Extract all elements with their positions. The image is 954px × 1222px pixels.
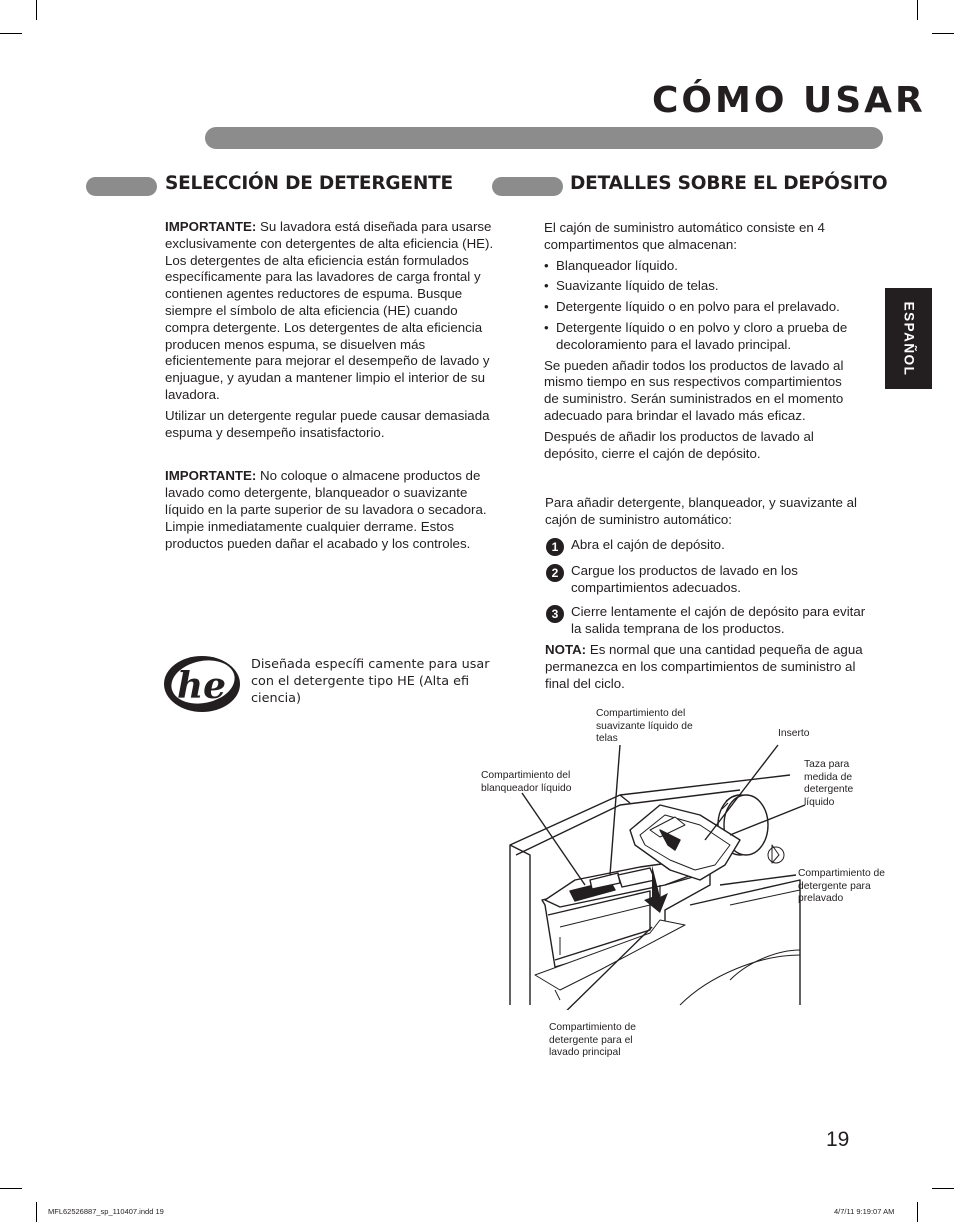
page-title: CÓMO USAR <box>652 80 926 121</box>
dispenser-intro: El cajón de suministro automático consiste en 4 compartimentos que almacenan: <box>544 220 825 252</box>
step-number: 2 <box>546 564 564 582</box>
section-heading-detergent: SELECCIÓN DE DETERGENTE <box>165 173 453 194</box>
crop-mark <box>0 33 22 34</box>
list-item: • Blanqueador líquido. <box>544 258 879 275</box>
step-text: Cierre lentamente el cajón de depósito para evitar la salida temprana de los productos. <box>571 604 866 636</box>
dispenser-bullet-list <box>544 258 879 354</box>
language-tab <box>885 288 932 389</box>
section-pill <box>86 177 157 196</box>
storage-warning-paragraph <box>165 468 495 552</box>
crop-mark <box>36 0 37 20</box>
title-bar <box>205 127 883 149</box>
regular-detergent-paragraph: Utilizar un detergente regular puede causar demasiada espuma y desempeño insatisfactorio. <box>165 407 490 440</box>
label-main-wash: Compartimiento de detergente para el lavado principal <box>549 1022 636 1059</box>
crop-mark <box>36 1202 37 1222</box>
step-text: Abra el cajón de depósito. <box>571 537 725 552</box>
he-caption: Diseñada específi camente para usar con el detergente tipo HE (Alta efi ciencia) <box>251 657 490 706</box>
list-item: • Detergente líquido o en polvo y cloro a prueba de decoloramiento para el lavado principal. <box>544 320 861 354</box>
list-item: • Detergente líquido o en polvo para el prelavado. <box>544 299 879 316</box>
page-number: 19 <box>826 1128 850 1151</box>
important-label: IMPORTANTE: <box>165 468 257 484</box>
label-prewash: Compartimiento de detergente para prelavado <box>798 868 885 905</box>
crop-mark <box>917 0 918 20</box>
step-number: 1 <box>546 538 564 556</box>
crop-mark <box>932 1188 954 1189</box>
note-paragraph <box>545 642 875 692</box>
crop-mark <box>0 1188 22 1189</box>
important-text: Su lavadora está diseñada para usarse exclusivamente con detergentes de alta eficiencia (HE). Los detergentes de alta eficiencia están formulados específicamente para las lavadores de carga frontal y contienen agentes reductores de espuma. Busque siempre el símbolo de alta eficiencia (HE) cuando compra detergente. Los detergentes de alta eficiencia producen menos espuma, se disuelven más eficientemente para mejorar el desempeño de lavado y enjuague, y ayudan a mantener limpio el interior de su lavadora. <box>165 219 494 402</box>
dispenser-illustration <box>500 705 810 1010</box>
label-cup: Taza para medida de detergente líquido <box>804 759 854 808</box>
step-text: Cargue los productos de lavado en los compartimientos adecuados. <box>571 563 798 595</box>
note-text: Es normal que una cantidad pequeña de agua permanezca en los compartimientos de suministro al final del ciclo. <box>545 642 863 691</box>
label-insert: Inserto <box>778 728 810 739</box>
crop-mark <box>917 1202 918 1222</box>
section-pill <box>492 177 563 196</box>
dispenser-text-block <box>544 220 879 462</box>
note-label: NOTA: <box>545 642 587 657</box>
add-products-paragraph: Se pueden añadir todos los productos de lavado al mismo tiempo en sus respectivos compartimientos de suministro. Serán suministrados en el momento adecuado para brindar el lavado más eficaz. <box>544 357 844 423</box>
detergent-text-block <box>165 219 495 552</box>
list-item: • Suavizante líquido de telas. <box>544 278 879 295</box>
footer-file: MFL62526887_sp_110407.indd 19 <box>48 1207 164 1216</box>
storage-warning-text: No coloque o almacene productos de lavado como detergente, blanqueador o suavizante líquido en la parte superior de su lavadora o secadora. Limpie inmediatamente cualquier derrame. Estos productos pueden dañar el acabado y los controles. <box>165 468 487 551</box>
steps-intro: Para añadir detergente, blanqueador, y suavizante al cajón de suministro automático: <box>545 495 857 527</box>
section-heading-dispenser: DETALLES SOBRE EL DEPÓSITO <box>570 173 888 194</box>
step-number: 3 <box>546 605 564 623</box>
language-tab-label: ESPAÑOL <box>901 301 916 376</box>
crop-mark <box>932 33 954 34</box>
he-logo-text: he <box>177 665 227 707</box>
footer-timestamp: 4/7/11 9:19:07 AM <box>834 1207 895 1216</box>
he-logo <box>163 655 241 713</box>
important-label: IMPORTANTE: <box>165 219 257 234</box>
important-paragraph <box>165 219 495 404</box>
label-softener: Compartimiento del suavizante líquido de telas <box>596 708 693 745</box>
close-drawer-paragraph: Después de añadir los productos de lavado al depósito, cierre el cajón de depósito. <box>544 428 814 461</box>
label-bleach: Compartimiento del blanqueador líquido <box>481 770 572 794</box>
